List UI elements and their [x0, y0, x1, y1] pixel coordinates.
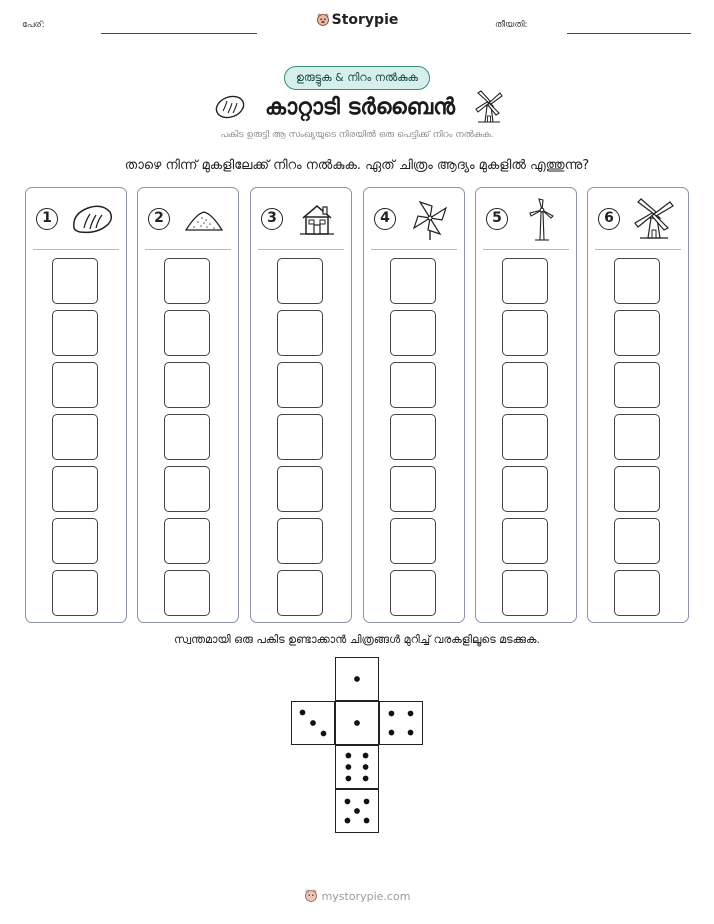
footer-url[interactable]: mystorypie.com [321, 890, 411, 903]
die-pip [363, 764, 369, 770]
column-number: 2 [148, 208, 170, 230]
wind-turbine-icon [520, 198, 564, 242]
pinwheel-icon [408, 198, 452, 242]
column-2 [137, 187, 239, 623]
color-box[interactable] [277, 466, 323, 512]
color-box[interactable] [502, 310, 548, 356]
color-box[interactable] [277, 258, 323, 304]
die-pip [363, 776, 369, 782]
column-header [588, 198, 688, 242]
color-box[interactable] [390, 258, 436, 304]
column-6 [587, 187, 689, 623]
page-title: കാറ്റാടി ടർബൈൻ [265, 94, 455, 120]
color-box[interactable] [52, 310, 98, 356]
column-number: 4 [374, 208, 396, 230]
color-box[interactable] [164, 414, 210, 460]
title-row [214, 90, 504, 124]
footer [0, 888, 714, 903]
house-icon [295, 198, 339, 242]
color-box[interactable] [502, 466, 548, 512]
column-divider [258, 249, 344, 250]
fold-instruction: സ്വന്തമായി ഒരു പകിട ഉണ്ടാക്കാൻ ചിത്രങ്ങൾ മുറിച്ച് വരകളിലൂടെ മടക്കുക. [174, 633, 540, 646]
die-face-1 [335, 701, 379, 745]
column-number: 6 [598, 208, 620, 230]
subtitle: പകിട ഉരുട്ടി ആ സംഖ്യയുടെ നിരയിൽ ഒരു പെട്ടിക്ക് നിറം നൽകുക. [220, 130, 494, 140]
date-line[interactable] [567, 33, 691, 34]
color-box[interactable] [164, 310, 210, 356]
column-header [364, 198, 464, 242]
die-pip [354, 808, 360, 814]
column-divider [371, 249, 457, 250]
die-pip [389, 730, 395, 736]
color-box[interactable] [502, 414, 548, 460]
color-box[interactable] [390, 518, 436, 564]
column-header [138, 198, 238, 242]
color-box[interactable] [614, 258, 660, 304]
die-pip [346, 764, 352, 770]
column-header [476, 198, 576, 242]
name-line[interactable] [101, 33, 257, 34]
die-face-4 [379, 701, 423, 745]
color-box[interactable] [614, 518, 660, 564]
name-label: പേര്: [22, 20, 45, 30]
die-face-5 [335, 789, 379, 833]
die-pip [354, 720, 360, 726]
activity-pill: ഉരുട്ടുക & നിറം നൽകുക [284, 66, 430, 90]
color-box[interactable] [52, 362, 98, 408]
date-label: തീയതി: [495, 20, 528, 30]
color-box[interactable] [164, 466, 210, 512]
die-face-6 [335, 745, 379, 789]
column-divider [483, 249, 569, 250]
die-pip [364, 799, 370, 805]
color-box[interactable] [164, 570, 210, 616]
color-box[interactable] [277, 414, 323, 460]
column-header [251, 198, 351, 242]
column-5 [475, 187, 577, 623]
color-box[interactable] [614, 310, 660, 356]
die-pip [310, 720, 316, 726]
color-box[interactable] [502, 258, 548, 304]
die-pip [354, 676, 360, 682]
brand [0, 12, 714, 28]
color-box[interactable] [277, 570, 323, 616]
color-box[interactable] [390, 414, 436, 460]
column-divider [595, 249, 681, 250]
column-3 [250, 187, 352, 623]
column-1 [25, 187, 127, 623]
die-face-3 [291, 701, 335, 745]
color-box[interactable] [502, 362, 548, 408]
column-number: 5 [486, 208, 508, 230]
column-divider [33, 249, 119, 250]
color-box[interactable] [277, 362, 323, 408]
color-box[interactable] [390, 570, 436, 616]
windmill-icon [474, 90, 504, 124]
color-box[interactable] [164, 258, 210, 304]
color-box[interactable] [164, 518, 210, 564]
windmill-icon [632, 198, 676, 242]
die-pip [364, 818, 370, 824]
die-pip [346, 776, 352, 782]
column-number: 1 [36, 208, 58, 230]
die-pip [346, 753, 352, 759]
color-box[interactable] [277, 518, 323, 564]
die-pip [321, 731, 327, 737]
die-pip [345, 799, 351, 805]
color-box[interactable] [390, 362, 436, 408]
color-box[interactable] [277, 310, 323, 356]
storypie-logo-icon [304, 888, 318, 902]
die-pip [363, 753, 369, 759]
column-header [26, 198, 126, 242]
column-divider [145, 249, 231, 250]
bread-icon [214, 94, 246, 120]
die-pip [389, 711, 395, 717]
die-pip [300, 710, 306, 716]
storypie-logo-icon [316, 12, 330, 26]
column-number: 3 [261, 208, 283, 230]
bread-icon [70, 198, 114, 242]
color-box[interactable] [390, 310, 436, 356]
die-pip [345, 818, 351, 824]
die-pip [408, 730, 414, 736]
color-box[interactable] [390, 466, 436, 512]
color-box[interactable] [164, 362, 210, 408]
color-box[interactable] [52, 414, 98, 460]
color-box[interactable] [52, 466, 98, 512]
color-box[interactable] [52, 258, 98, 304]
flour-pile-icon [182, 198, 226, 242]
color-box[interactable] [52, 518, 98, 564]
color-box[interactable] [614, 570, 660, 616]
color-box[interactable] [614, 362, 660, 408]
instruction: താഴെ നിന്ന് മുകളിലേക്ക് നിറം നൽകുക. ഏത് ചിത്രം ആദ്യം മുകളിൽ എത്തുന്നു? [124, 158, 590, 173]
color-box[interactable] [502, 570, 548, 616]
color-box[interactable] [52, 570, 98, 616]
color-box[interactable] [502, 518, 548, 564]
brand-name: Storypie [331, 12, 399, 28]
column-4 [363, 187, 465, 623]
color-box[interactable] [614, 414, 660, 460]
color-box[interactable] [614, 466, 660, 512]
die-pip [408, 711, 414, 717]
die-face-1 [335, 657, 379, 701]
